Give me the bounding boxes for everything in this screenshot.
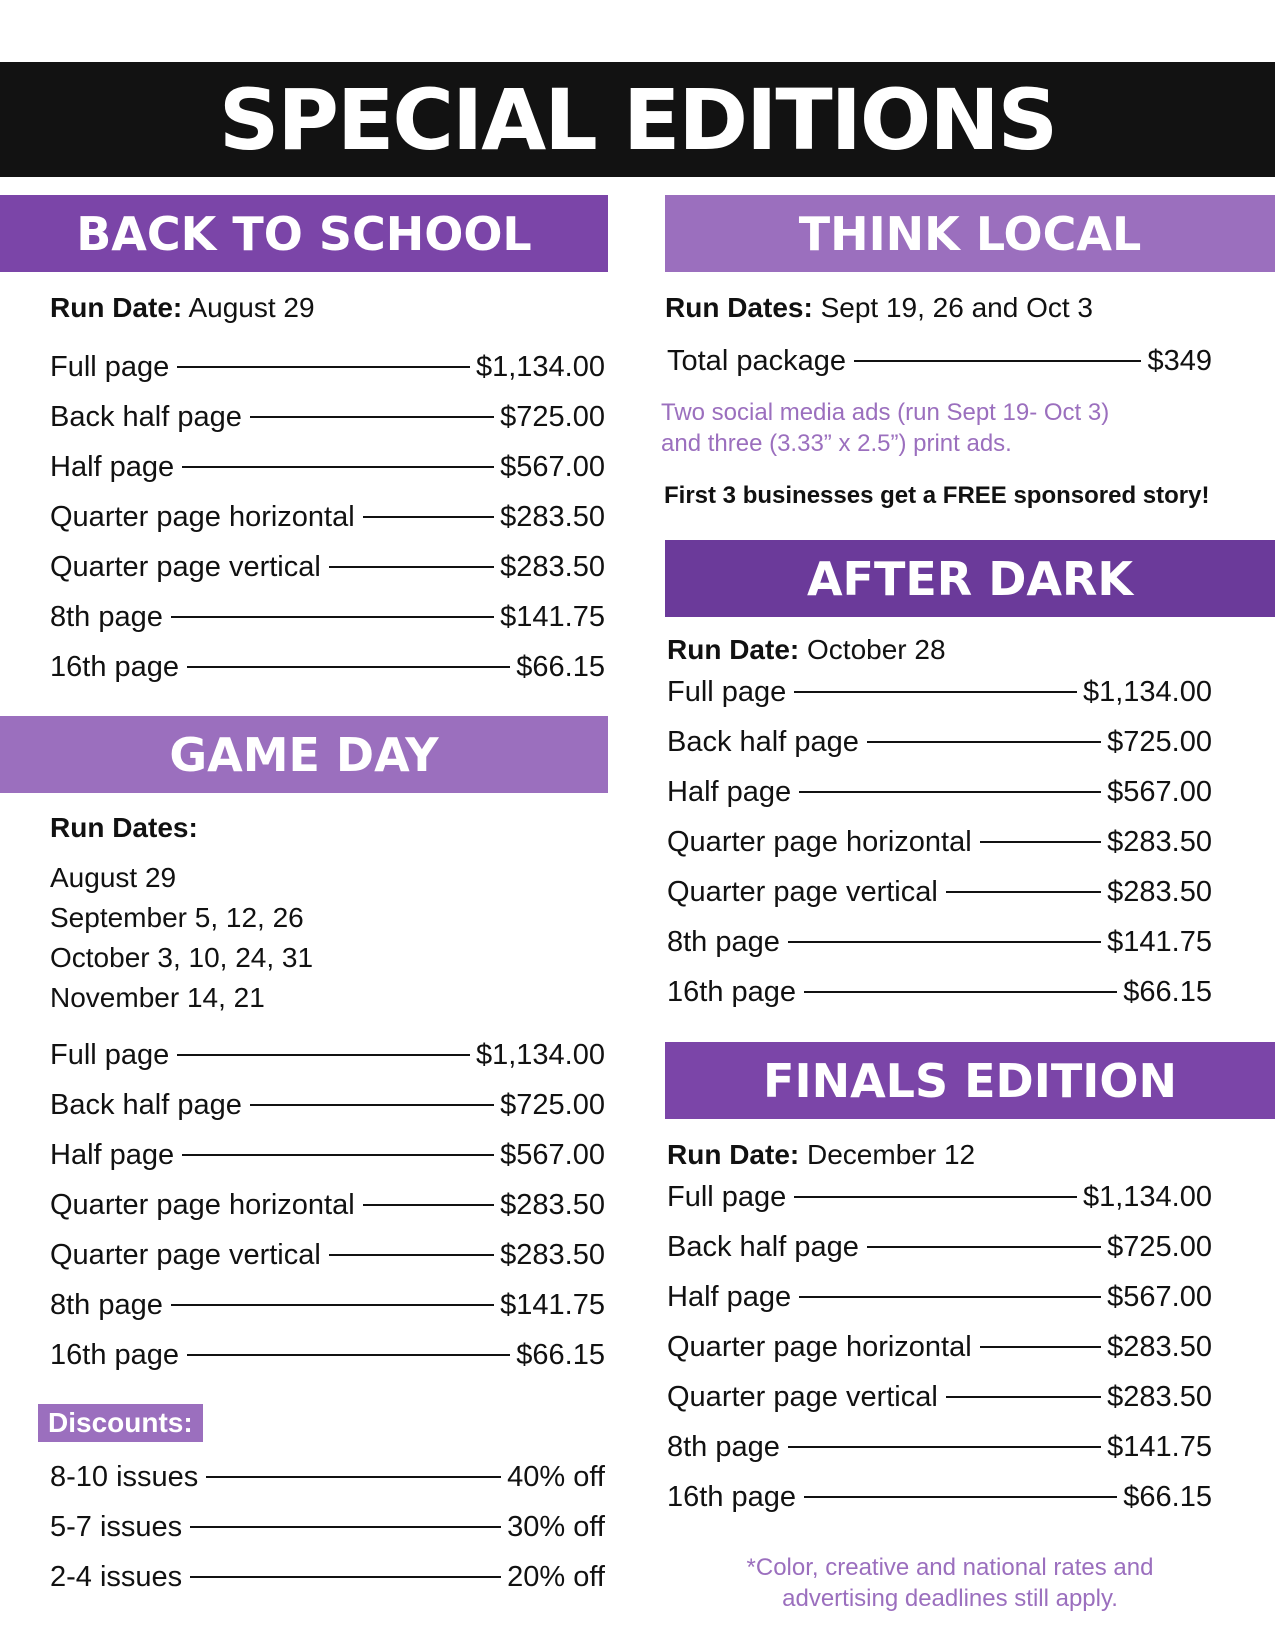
rate-label: Quarter page horizontal bbox=[667, 825, 972, 858]
leader-line bbox=[171, 616, 494, 618]
rate-label: Quarter page vertical bbox=[667, 1380, 938, 1413]
rate-price: $725.00 bbox=[500, 1088, 605, 1121]
leader-line bbox=[788, 1446, 1101, 1448]
back-to-school-header bbox=[0, 195, 608, 272]
rate-label: 16th page bbox=[50, 1338, 180, 1371]
rate-row bbox=[50, 1502, 605, 1552]
date-line: September 5, 12, 26 bbox=[50, 902, 304, 933]
rate-label: Half page bbox=[50, 1138, 175, 1171]
rate-row bbox=[50, 1230, 605, 1280]
rate-price: $349 bbox=[1147, 344, 1212, 377]
leader-line bbox=[190, 1526, 501, 1528]
page-title: SPECIAL EDITIONS bbox=[218, 70, 1057, 169]
think-local-run-dates bbox=[665, 292, 1093, 324]
rate-label: 8th page bbox=[667, 1430, 780, 1463]
rate-price: $567.00 bbox=[1107, 775, 1212, 808]
rate-row bbox=[50, 642, 605, 692]
rate-row bbox=[667, 1372, 1212, 1422]
rate-row bbox=[667, 967, 1212, 1017]
discounts-badge: Discounts: bbox=[38, 1404, 203, 1442]
rate-label: Total package bbox=[667, 344, 846, 377]
back-to-school-run-date bbox=[50, 292, 315, 324]
rate-label: Quarter page horizontal bbox=[50, 1188, 355, 1221]
leader-line bbox=[363, 1204, 494, 1206]
finals-edition-header bbox=[665, 1042, 1275, 1119]
rate-label: 16th page bbox=[667, 1480, 797, 1513]
rate-label: Full page bbox=[667, 675, 787, 708]
rate-label: Quarter page vertical bbox=[50, 1238, 321, 1271]
rate-price: $283.50 bbox=[500, 550, 605, 583]
rate-row bbox=[667, 817, 1212, 867]
rate-row bbox=[50, 342, 605, 392]
leader-line bbox=[250, 416, 494, 418]
rate-label: 8th page bbox=[667, 925, 780, 958]
after-dark-rates bbox=[667, 667, 1212, 1017]
after-dark-heading: AFTER DARK bbox=[806, 551, 1134, 606]
rate-label: 5-7 issues bbox=[50, 1510, 183, 1543]
game-day-rates bbox=[50, 1030, 605, 1380]
leader-line bbox=[206, 1476, 501, 1478]
rate-row bbox=[50, 542, 605, 592]
leader-line bbox=[182, 1154, 494, 1156]
rate-price: 40% off bbox=[507, 1460, 605, 1493]
rate-price: $283.50 bbox=[1107, 1380, 1212, 1413]
leader-line bbox=[854, 360, 1142, 362]
leader-line bbox=[177, 1054, 470, 1056]
rate-label: 16th page bbox=[667, 975, 797, 1008]
game-day-header bbox=[0, 716, 608, 793]
rate-row bbox=[50, 392, 605, 442]
rate-price: $66.15 bbox=[1123, 975, 1212, 1008]
run-date-value: October 28 bbox=[807, 634, 946, 665]
leader-line bbox=[804, 1496, 1117, 1498]
rate-price: $567.00 bbox=[500, 1138, 605, 1171]
leader-line bbox=[363, 516, 494, 518]
leader-line bbox=[804, 991, 1117, 993]
rate-price: $1,134.00 bbox=[475, 1038, 605, 1071]
rate-label: Back half page bbox=[667, 725, 859, 758]
rate-row bbox=[50, 1330, 605, 1380]
rate-row bbox=[667, 867, 1212, 917]
rate-row bbox=[667, 917, 1212, 967]
rate-label: Quarter page horizontal bbox=[50, 500, 355, 533]
rate-label: Half page bbox=[667, 775, 792, 808]
rate-row bbox=[667, 1172, 1212, 1222]
leader-line bbox=[329, 566, 494, 568]
rate-label: Full page bbox=[50, 1038, 170, 1071]
date-line: August 29 bbox=[50, 862, 177, 893]
rate-row bbox=[50, 1130, 605, 1180]
run-date-label: Run Date: bbox=[50, 292, 183, 323]
leader-line bbox=[794, 1196, 1077, 1198]
leader-line bbox=[171, 1304, 494, 1306]
rate-label: 16th page bbox=[50, 650, 180, 683]
rate-row bbox=[667, 1272, 1212, 1322]
date-line: October 3, 10, 24, 31 bbox=[50, 942, 314, 973]
run-dates-value: Sept 19, 26 and Oct 3 bbox=[820, 292, 1093, 323]
rate-label: Back half page bbox=[50, 1088, 242, 1121]
leader-line bbox=[788, 941, 1101, 943]
after-dark-run-date bbox=[667, 634, 946, 666]
game-day-heading: GAME DAY bbox=[169, 727, 439, 782]
rate-price: 30% off bbox=[507, 1510, 605, 1543]
rate-price: $66.15 bbox=[516, 1338, 605, 1371]
think-local-rates bbox=[667, 336, 1212, 386]
rate-label: Half page bbox=[50, 450, 175, 483]
think-local-header bbox=[665, 195, 1275, 272]
rate-price: $725.00 bbox=[1107, 725, 1212, 758]
rate-label: 8th page bbox=[50, 1288, 163, 1321]
run-date-label: Run Date: bbox=[667, 634, 800, 665]
rate-price: $141.75 bbox=[1107, 1430, 1212, 1463]
leader-line bbox=[250, 1104, 494, 1106]
rate-price: $283.50 bbox=[1107, 875, 1212, 908]
rate-row bbox=[50, 592, 605, 642]
rate-price: $66.15 bbox=[516, 650, 605, 683]
rate-row bbox=[50, 1280, 605, 1330]
leader-line bbox=[190, 1576, 501, 1578]
leader-line bbox=[799, 1296, 1101, 1298]
rate-row bbox=[667, 336, 1212, 386]
rate-label: Full page bbox=[667, 1180, 787, 1213]
discounts-list bbox=[50, 1452, 605, 1602]
game-day-dates bbox=[50, 858, 313, 1018]
run-dates-label: Run Dates: bbox=[50, 812, 198, 843]
leader-line bbox=[867, 741, 1101, 743]
rate-label: Quarter page vertical bbox=[667, 875, 938, 908]
rate-price: $141.75 bbox=[500, 600, 605, 633]
rate-row bbox=[667, 667, 1212, 717]
rate-row bbox=[50, 442, 605, 492]
rate-price: $141.75 bbox=[500, 1288, 605, 1321]
title-banner bbox=[0, 62, 1275, 177]
rate-price: $1,134.00 bbox=[1082, 675, 1212, 708]
leader-line bbox=[329, 1254, 494, 1256]
leader-line bbox=[946, 891, 1101, 893]
rate-row bbox=[50, 492, 605, 542]
run-dates-label: Run Dates: bbox=[665, 292, 813, 323]
note-line: and three (3.33” x 2.5”) print ads. bbox=[661, 430, 1012, 457]
finals-edition-run-date bbox=[667, 1139, 975, 1171]
rate-price: $725.00 bbox=[500, 400, 605, 433]
rate-row bbox=[50, 1452, 605, 1502]
rate-price: $283.50 bbox=[500, 1188, 605, 1221]
think-local-heading: THINK LOCAL bbox=[798, 206, 1142, 261]
rate-price: $1,134.00 bbox=[475, 350, 605, 383]
footnote-line: advertising deadlines still apply. bbox=[782, 1585, 1118, 1612]
leader-line bbox=[980, 1346, 1101, 1348]
think-local-note bbox=[661, 397, 1109, 459]
run-date-value: August 29 bbox=[188, 292, 315, 323]
leader-line bbox=[182, 466, 494, 468]
leader-line bbox=[946, 1396, 1101, 1398]
leader-line bbox=[177, 366, 470, 368]
think-local-promo: First 3 businesses get a FREE sponsored story! bbox=[664, 482, 1210, 509]
rate-label: Quarter page vertical bbox=[50, 550, 321, 583]
rate-row bbox=[667, 1422, 1212, 1472]
rate-price: $141.75 bbox=[1107, 925, 1212, 958]
rate-price: $283.50 bbox=[1107, 825, 1212, 858]
leader-line bbox=[187, 1354, 510, 1356]
rate-row bbox=[667, 1322, 1212, 1372]
rate-label: Quarter page horizontal bbox=[667, 1330, 972, 1363]
rate-label: Half page bbox=[667, 1280, 792, 1313]
leader-line bbox=[794, 691, 1077, 693]
run-date-label: Run Date: bbox=[667, 1139, 800, 1170]
leader-line bbox=[799, 791, 1101, 793]
rate-label: Full page bbox=[50, 350, 170, 383]
leader-line bbox=[980, 841, 1101, 843]
rate-price: $283.50 bbox=[500, 1238, 605, 1271]
rate-price: $567.00 bbox=[1107, 1280, 1212, 1313]
rate-label: Back half page bbox=[667, 1230, 859, 1263]
rate-row bbox=[667, 767, 1212, 817]
run-date-value: December 12 bbox=[807, 1139, 976, 1170]
back-to-school-heading: BACK TO SCHOOL bbox=[76, 206, 532, 261]
footnote bbox=[665, 1552, 1235, 1614]
rate-row bbox=[667, 1222, 1212, 1272]
rate-price: $283.50 bbox=[500, 500, 605, 533]
rate-row bbox=[50, 1180, 605, 1230]
rate-price: $66.15 bbox=[1123, 1480, 1212, 1513]
rate-label: Back half page bbox=[50, 400, 242, 433]
rate-price: $567.00 bbox=[500, 450, 605, 483]
after-dark-header bbox=[665, 540, 1275, 617]
rate-price: $1,134.00 bbox=[1082, 1180, 1212, 1213]
rate-price: $725.00 bbox=[1107, 1230, 1212, 1263]
finals-edition-rates bbox=[667, 1172, 1212, 1522]
rate-price: 20% off bbox=[507, 1560, 605, 1593]
rate-row bbox=[50, 1552, 605, 1602]
rate-label: 8th page bbox=[50, 600, 163, 633]
note-line: Two social media ads (run Sept 19- Oct 3) bbox=[661, 399, 1110, 426]
rate-label: 2-4 issues bbox=[50, 1560, 183, 1593]
rate-row bbox=[667, 1472, 1212, 1522]
footnote-line: *Color, creative and national rates and bbox=[746, 1554, 1154, 1581]
rate-row bbox=[50, 1080, 605, 1130]
back-to-school-rates bbox=[50, 342, 605, 692]
date-line: November 14, 21 bbox=[50, 982, 265, 1013]
rate-price: $283.50 bbox=[1107, 1330, 1212, 1363]
rate-row bbox=[50, 1030, 605, 1080]
finals-edition-heading: FINALS EDITION bbox=[763, 1053, 1177, 1108]
game-day-run-dates-label bbox=[50, 812, 198, 844]
leader-line bbox=[867, 1246, 1101, 1248]
leader-line bbox=[187, 666, 510, 668]
rate-row bbox=[667, 717, 1212, 767]
rate-label: 8-10 issues bbox=[50, 1460, 199, 1493]
